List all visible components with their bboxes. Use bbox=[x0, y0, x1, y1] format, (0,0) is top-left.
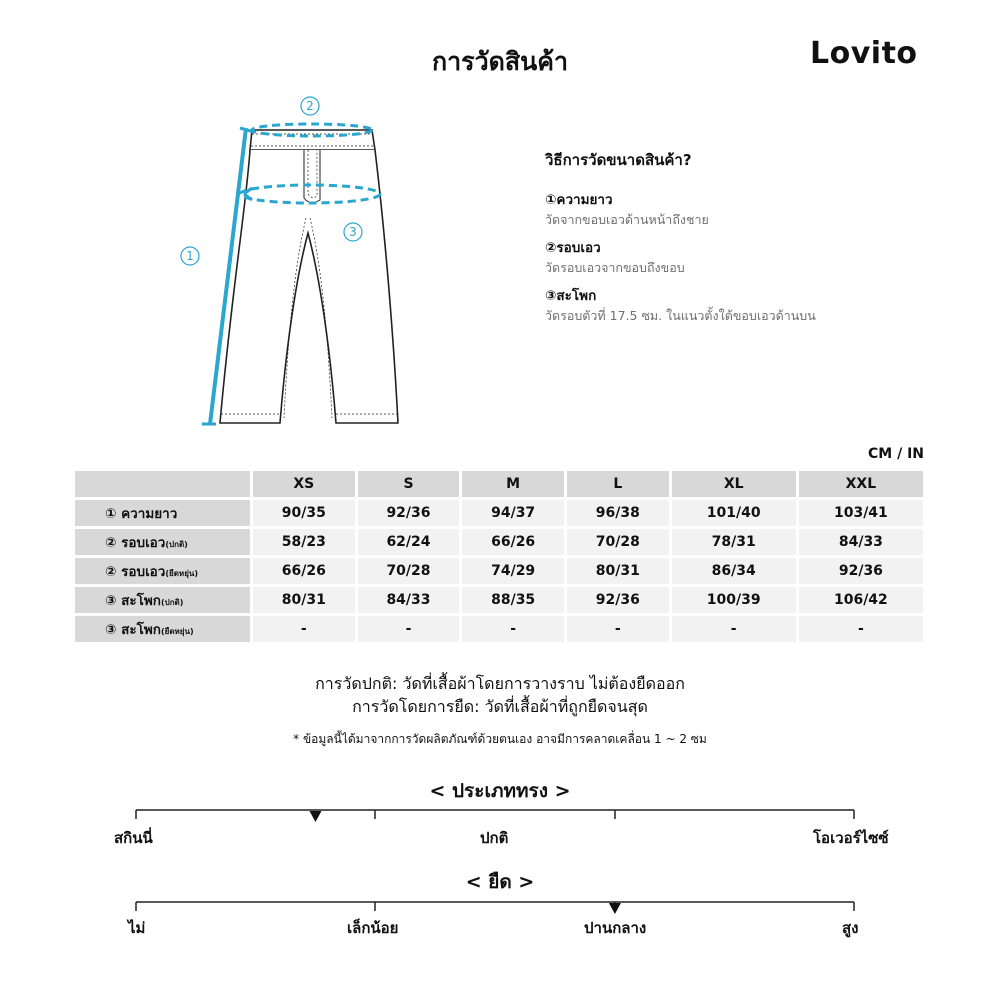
table-cell: 80/31 bbox=[253, 587, 355, 613]
note-disclaimer: * ข้อมูลนี้ได้มาจากการวัดผลิตภัณฑ์ด้วยตนเอง อาจมีการคลาดเคลื่อน 1 ~ 2 ซม bbox=[293, 732, 707, 746]
size-header: XXL bbox=[799, 471, 923, 497]
note-normal: การวัดปกติ: วัดที่เสื้อผ้าโดยการวางราบ ไม่ต้องยืดออก bbox=[315, 674, 685, 693]
table-cell: 80/31 bbox=[567, 558, 669, 584]
fit-label-regular: ปกติ bbox=[480, 829, 509, 847]
row-number: ② bbox=[105, 564, 117, 580]
table-cell: 103/41 bbox=[799, 500, 923, 526]
table-cell: 96/38 bbox=[567, 500, 669, 526]
row-number: ② bbox=[105, 535, 117, 551]
row-label-sub: (ปกติ) bbox=[165, 540, 188, 549]
table-cell: 90/35 bbox=[253, 500, 355, 526]
table-cell: - bbox=[672, 616, 796, 642]
row-number: ① bbox=[105, 506, 117, 522]
stretch-label-medium: ปานกลาง bbox=[584, 919, 647, 937]
instruction-length-desc: วัดจากขอบเอวด้านหน้าถึงชาย bbox=[545, 212, 709, 227]
table-cell: - bbox=[253, 616, 355, 642]
row-label-text: รอบเอว bbox=[121, 564, 166, 580]
note-stretch: การวัดโดยการยืด: วัดที่เสื้อผ้าที่ถูกยืดจนสุด bbox=[352, 697, 648, 716]
fit-scale-marker bbox=[310, 811, 322, 822]
row-label-sub: (ยืดหยุ่น) bbox=[165, 569, 198, 578]
stretch-label-slight: เล็กน้อย bbox=[347, 919, 399, 937]
instruction-hip-desc: วัดรอบตัวที่ 17.5 ซม. ในแนวตั้งใต้ขอบเอวด้านบน bbox=[545, 308, 816, 323]
unit-label: CM / IN bbox=[868, 446, 924, 462]
stretch-scale-marker bbox=[609, 903, 621, 914]
instruction-waist-heading: ②รอบเอว bbox=[545, 240, 601, 256]
table-cell: 84/33 bbox=[358, 587, 460, 613]
row-number: ③ bbox=[105, 622, 117, 638]
row-label-text: รอบเอว bbox=[121, 535, 166, 551]
table-cell: 66/26 bbox=[462, 529, 564, 555]
instruction-waist-desc: วัดรอบเอวจากขอบถึงขอบ bbox=[545, 260, 685, 275]
table-cell: 92/36 bbox=[358, 500, 460, 526]
row-label-text: สะโพก bbox=[121, 622, 161, 638]
table-cell: 100/39 bbox=[672, 587, 796, 613]
instruction-hip-heading: ③สะโพก bbox=[545, 288, 597, 304]
table-cell: 58/23 bbox=[253, 529, 355, 555]
table-cell: 92/36 bbox=[799, 558, 923, 584]
fit-scale-title: < ประเภททรง > bbox=[429, 780, 571, 802]
table-cell: 101/40 bbox=[672, 500, 796, 526]
size-header: L bbox=[567, 471, 669, 497]
table-cell: 86/34 bbox=[672, 558, 796, 584]
fit-label-skinny: สกินนี่ bbox=[114, 829, 153, 847]
table-cell: 84/33 bbox=[799, 529, 923, 555]
instructions-question: วิธีการวัดขนาดสินค้า? bbox=[545, 151, 692, 169]
table-cell: 92/36 bbox=[567, 587, 669, 613]
marker-length: 1 bbox=[186, 249, 194, 263]
marker-waist: 2 bbox=[306, 99, 314, 113]
row-label-text: ความยาว bbox=[121, 506, 178, 522]
table-cell: 70/28 bbox=[358, 558, 460, 584]
table-cell: - bbox=[358, 616, 460, 642]
row-label-text: สะโพก bbox=[121, 593, 161, 609]
row-number: ③ bbox=[105, 593, 117, 609]
table-cell: 94/37 bbox=[462, 500, 564, 526]
marker-hip: 3 bbox=[349, 225, 357, 239]
size-header: XL bbox=[672, 471, 796, 497]
size-header: M bbox=[462, 471, 564, 497]
stretch-scale-title: < ยืด > bbox=[465, 871, 535, 893]
instruction-length-heading: ①ความยาว bbox=[545, 192, 613, 208]
row-label-sub: (ยืดหยุ่น) bbox=[160, 627, 194, 636]
stretch-label-high: สูง bbox=[842, 919, 859, 937]
table-cell: - bbox=[567, 616, 669, 642]
table-cell: 74/29 bbox=[462, 558, 564, 584]
table-cell: 62/24 bbox=[358, 529, 460, 555]
table-cell: 88/35 bbox=[462, 587, 564, 613]
fit-label-oversize: โอเวอร์ไซซ์ bbox=[813, 829, 889, 847]
brand-logo: Lovito bbox=[810, 36, 918, 71]
table-cell: - bbox=[799, 616, 923, 642]
table-cell: 70/28 bbox=[567, 529, 669, 555]
size-header: XS bbox=[253, 471, 355, 497]
table-cell: 78/31 bbox=[672, 529, 796, 555]
row-label-sub: (ปกติ) bbox=[160, 598, 184, 607]
table-cell: - bbox=[462, 616, 564, 642]
table-cell: 106/42 bbox=[799, 587, 923, 613]
size-header: S bbox=[358, 471, 460, 497]
page-title: การวัดสินค้า bbox=[432, 47, 568, 76]
stretch-label-none: ไม่ bbox=[128, 919, 146, 937]
table-cell: 66/26 bbox=[253, 558, 355, 584]
